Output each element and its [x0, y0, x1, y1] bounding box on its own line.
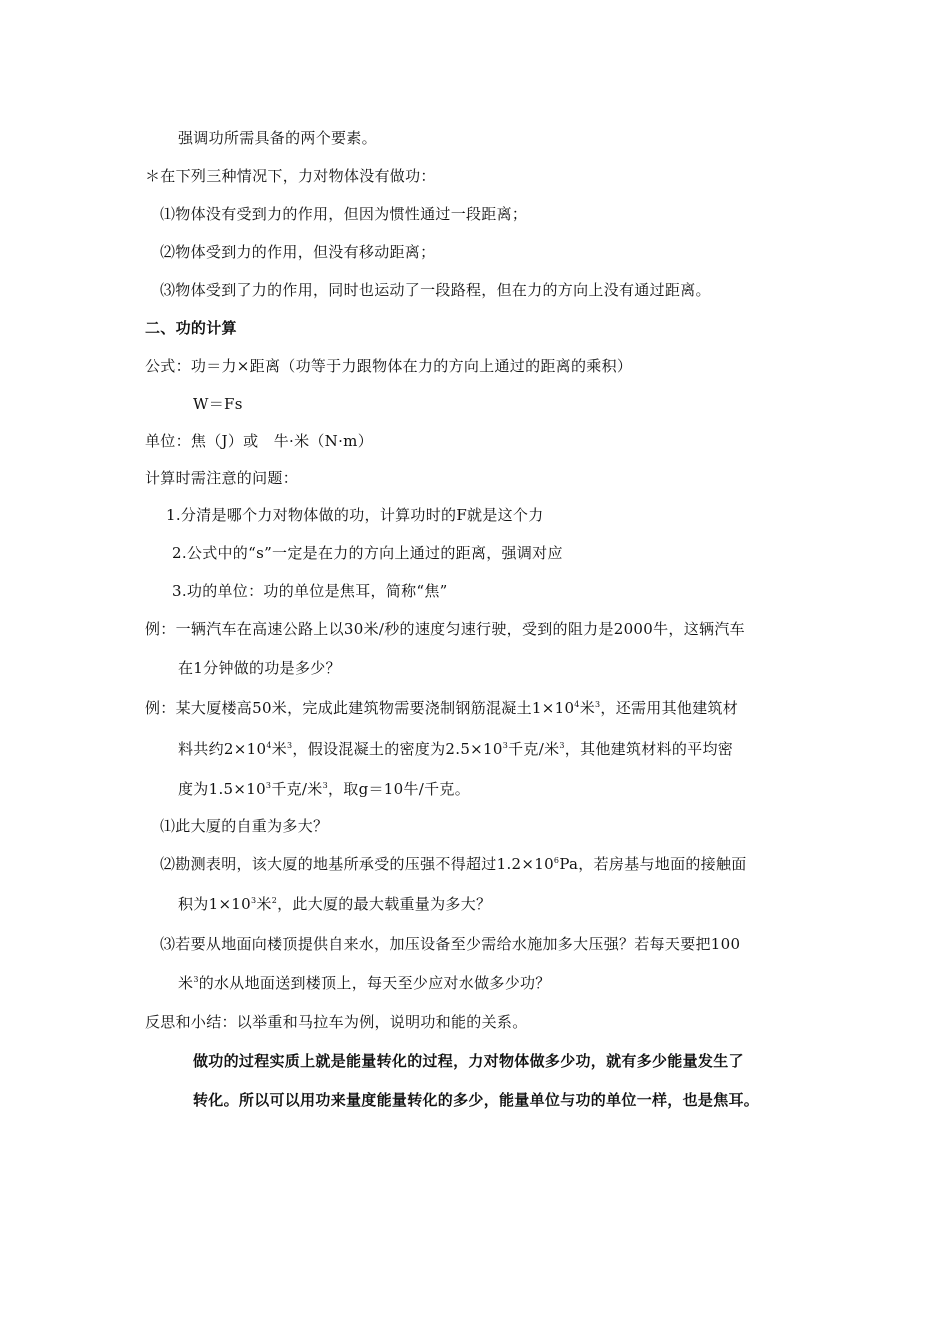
text-line: 例：某大厦楼高50米，完成此建筑物需要浇制钢筋混凝土$1\times 10^4$米$^3$，还需用其他建筑材 [145, 699, 739, 717]
text-line: 料共约$2\times 10^4$米$^3$，假设混凝土的密度为$2.5\times 10^3$千克/米$^3$，其他建筑材料的平均密 [178, 740, 734, 758]
text-line: ＊在下列三种情况下，力对物体没有做功： [145, 167, 436, 185]
text-line: ⑶物体受到了力的作用，同时也运动了一段路程，但在力的方向上没有通过距离。 [160, 281, 711, 299]
text-line: 在1分钟做的功是多少？ [178, 659, 341, 677]
text-line: 积为$1\times 10^3$米$^2$，此大厦的最大载重量为多大？ [178, 895, 492, 913]
text-line: 米$^3$的水从地面送到楼顶上，每天至少应对水做多少功？ [178, 974, 551, 992]
text-line: ⑴物体没有受到力的作用，但因为惯性通过一段距离； [160, 205, 528, 223]
list-item: 3.功的单位：功的单位是焦耳，简称“焦” [172, 582, 448, 600]
section-heading: 二、功的计算 [145, 319, 237, 337]
text-line: 反思和小结：以举重和马拉车为例，说明功和能的关系。 [145, 1013, 528, 1031]
text-line: 度为$1.5\times 10^3$千克/米$^3$，取g＝10牛/千克。 [178, 780, 471, 798]
text-line: ⑵物体受到力的作用，但没有移动距离； [160, 243, 436, 261]
list-item: 2.公式中的“s”一定是在力的方向上通过的距离，强调对应 [172, 544, 563, 562]
text-line: 例：一辆汽车在高速公路上以30米/秒的速度匀速行驶，受到的阻力是2000牛，这辆汽车 [145, 620, 745, 638]
formula: W＝Fs [193, 395, 243, 413]
bold-summary-line: 做功的过程实质上就是能量转化的过程，力对物体做多少功，就有多少能量发生了 [193, 1052, 744, 1070]
list-item: 1.分清是哪个力对物体做的功，计算功时的F就是这个力 [166, 506, 544, 524]
text-line: 单位：焦（J）或 牛·米（N·m） [145, 432, 373, 450]
text-line: 强调功所需具备的两个要素。 [178, 129, 377, 147]
bold-summary-line: 转化。所以可以用功来量度能量转化的多少，能量单位与功的单位一样，也是焦耳。 [193, 1091, 760, 1109]
text-line: ⑶若要从地面向楼顶提供自来水，加压设备至少需给水施加多大压强？若每天要把100 [160, 935, 741, 953]
text-line: ⑴此大厦的自重为多大？ [160, 817, 329, 835]
text-line: ⑵勘测表明，该大厦的地基所承受的压强不得超过$1.2\times 10^6Pa$，若房基与地面的接触面 [160, 855, 747, 873]
text-line: 公式：功＝力×距离（功等于力跟物体在力的方向上通过的距离的乘积） [145, 357, 633, 375]
text-line: 计算时需注意的问题： [145, 469, 299, 487]
